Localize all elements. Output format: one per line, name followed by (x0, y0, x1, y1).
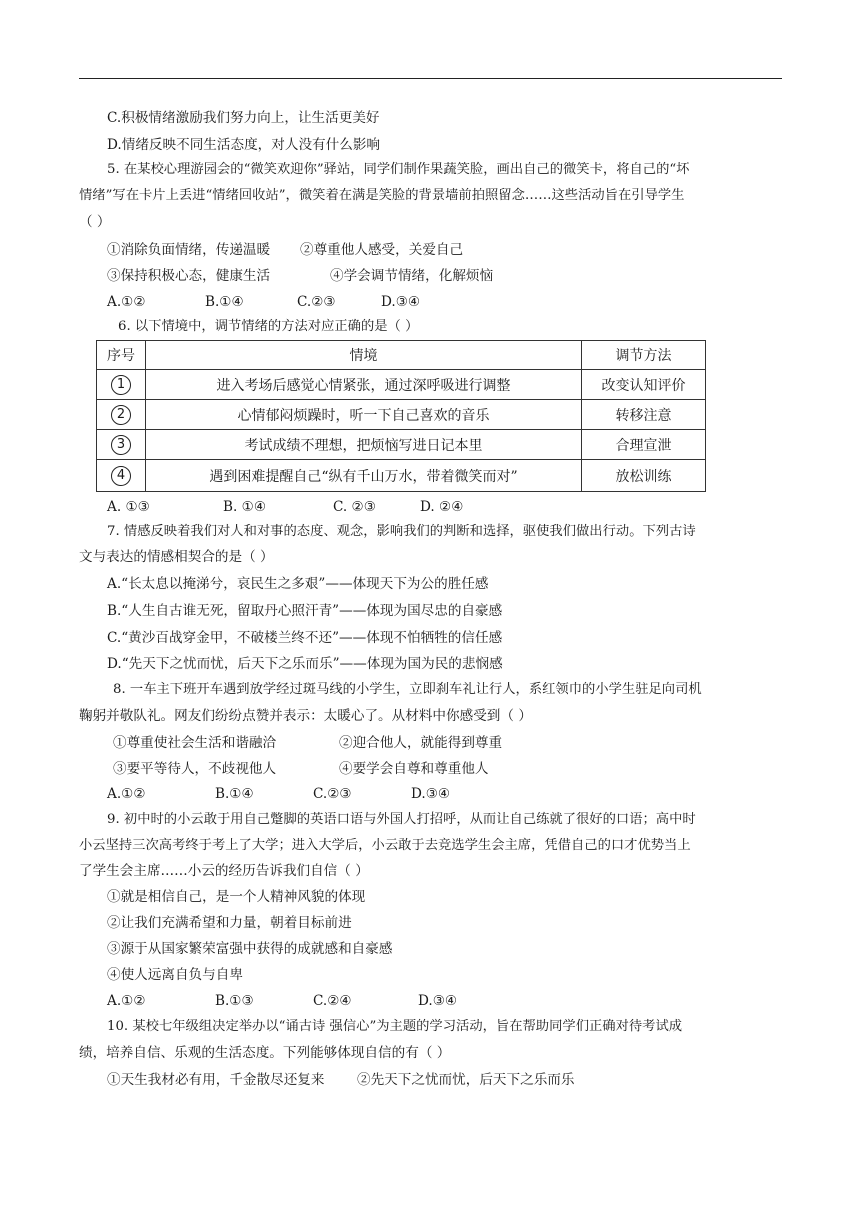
row-no: 1 (111, 375, 131, 395)
q9-option-c[interactable]: C.②④ (313, 993, 352, 1009)
q5-statement-2: ②尊重他人感受，关爱自己 (300, 242, 464, 258)
q9-statement-1: ①就是相信自己，是一个人精神风貌的体现 (107, 889, 366, 905)
q8-statement-1: ①尊重使社会生活和谐融洽 (113, 735, 277, 751)
q5-option-b[interactable]: B.①④ (205, 294, 244, 310)
row-no-cell (97, 430, 146, 460)
row-situation: 考试成绩不理想，把烦恼写进日记本里 (146, 430, 582, 460)
q10-statement-2: ②先天下之忧而忧，后天下之乐而乐 (357, 1072, 575, 1088)
table-row (97, 400, 706, 430)
q5-statement-4: ④学会调节情绪，化解烦恼 (330, 268, 494, 284)
q4-option-d[interactable]: D.情绪反映不同生活态度，对人没有什么影响 (107, 137, 381, 153)
q8-option-b[interactable]: B.①④ (215, 786, 254, 802)
table-row (97, 460, 706, 492)
q10-stem-line2: 绩，培养自信、乐观的生活态度。下列能够体现自信的有（ ） (79, 1045, 451, 1061)
table-row (97, 430, 706, 460)
q9-option-d[interactable]: D.③④ (418, 993, 458, 1009)
q9-statement-4: ④使人远离自负与自卑 (107, 967, 243, 983)
row-situation: 心情郁闷烦躁时，听一下自己喜欢的音乐 (146, 400, 582, 430)
q7-stem-line1: 7. 情感反映着我们对人和对事的态度、观念，影响我们的判断和选择，驱使我们做出行动。下列古诗 (107, 524, 696, 539)
q9-option-a[interactable]: A.①② (107, 993, 146, 1009)
q9-stem-line1: 9. 初中时的小云敢于用自己蹩脚的英语口语与外国人打招呼，从而让自己练就了很好的口语；高中时 (107, 812, 696, 827)
q7-option-c[interactable]: C.“黄沙百战穿金甲，不破楼兰终不还”——体现不怕牺牲的信任感 (107, 630, 503, 646)
q6-option-b[interactable]: B. ①④ (223, 499, 267, 515)
q8-option-a[interactable]: A.①② (107, 786, 146, 802)
row-method: 改变认知评价 (582, 370, 706, 400)
q5-option-a[interactable]: A.①② (107, 294, 146, 310)
q8-option-d[interactable]: D.③④ (411, 786, 451, 802)
q8-stem-line1: 8. 一车主下班开车遇到放学经过斑马线的小学生，立即刹车礼让行人，系红领巾的小学生驻足向司机 (113, 682, 702, 697)
situation-table (96, 340, 706, 492)
q8-statement-4: ④要学会自尊和尊重他人 (339, 761, 489, 777)
q7-option-b[interactable]: B.“人生自古谁无死，留取丹心照汗青”——体现为国尽忠的自豪感 (107, 603, 503, 619)
q9-stem-line3: 了学生会主席……小云的经历告诉我们自信（ ） (79, 863, 369, 879)
header-rule (79, 78, 782, 79)
q5-stem-line2: 情绪”写在卡片上丢进“情绪回收站”，微笑着在满是笑脸的背景墙前拍照留念……这些活动旨在引导学生 (79, 188, 685, 203)
q5-option-c[interactable]: C.②③ (297, 294, 336, 310)
q5-statement-1: ①消除负面情绪，传递温暖 (107, 242, 271, 258)
q4-option-c[interactable]: C.积极情绪激励我们努力向上，让生活更美好 (107, 110, 380, 126)
row-situation: 进入考场后感觉心情紧张，通过深呼吸进行调整 (146, 370, 582, 400)
header-no: 序号 (97, 341, 146, 370)
q5-stem-line3: （ ） (79, 214, 111, 230)
row-situation: 遇到困难提醒自己“纵有千山万水，带着微笑而对” (146, 460, 582, 492)
row-method: 放松训练 (582, 460, 706, 492)
q9-statement-2: ②让我们充满希望和力量，朝着目标前进 (107, 915, 352, 931)
q6-option-a[interactable]: A. ①③ (107, 499, 150, 515)
row-no-cell (97, 370, 146, 400)
table-header-row (97, 341, 706, 370)
q5-option-d[interactable]: D.③④ (381, 294, 421, 310)
row-no: 2 (111, 405, 131, 425)
q5-stem-line1: 5. 在某校心理游园会的“微笑欢迎你”驿站，同学们制作果蔬笑脸，画出自己的微笑卡，将自己的“坏 (107, 162, 690, 177)
row-no-cell (97, 460, 146, 492)
q5-statement-3: ③保持积极心态，健康生活 (107, 268, 271, 284)
row-method: 转移注意 (582, 400, 706, 430)
row-method: 合理宣泄 (582, 430, 706, 460)
q10-statement-1: ①天生我材必有用，千金散尽还复来 (107, 1072, 325, 1088)
header-situation: 情境 (146, 341, 582, 370)
q9-statement-3: ③源于从国家繁荣富强中获得的成就感和自豪感 (107, 941, 393, 957)
q6-stem: 6. 以下情境中，调节情绪的方法对应正确的是（ ） (118, 319, 419, 334)
row-no: 4 (111, 466, 131, 486)
row-no-cell (97, 400, 146, 430)
header-method: 调节方法 (582, 341, 706, 370)
q9-option-b[interactable]: B.①③ (215, 993, 254, 1009)
q7-option-d[interactable]: D.“先天下之忧而忧，后天下之乐而乐”——体现为国为民的悲悯感 (107, 656, 503, 672)
q9-stem-line2: 小云坚持三次高考终于考上了大学；进入大学后，小云敢于去竞选学生会主席，凭借自己的口才优势当上 (79, 838, 691, 853)
row-no: 3 (111, 435, 131, 455)
q8-stem-line2: 鞠躬并敬队礼。网友们纷纷点赞并表示：太暖心了。从材料中你感受到（ ） (79, 708, 532, 724)
q7-option-a[interactable]: A.“长太息以掩涕兮，哀民生之多艰”——体现天下为公的胜任感 (107, 576, 489, 592)
q8-statement-2: ②迎合他人，就能得到尊重 (339, 735, 503, 751)
q10-stem-line1: 10. 某校七年级组决定举办以“诵古诗 强信心”为主题的学习活动，旨在帮助同学们正确对待考试成 (107, 1019, 683, 1034)
q8-option-c[interactable]: C.②③ (313, 786, 352, 802)
q8-statement-3: ③要平等待人，不歧视他人 (113, 761, 277, 777)
table-row (97, 370, 706, 400)
q6-option-c[interactable]: C. ②③ (333, 499, 376, 515)
q7-stem-line2: 文与表达的情感相契合的是（ ） (79, 549, 274, 565)
q6-option-d[interactable]: D. ②④ (420, 499, 464, 515)
